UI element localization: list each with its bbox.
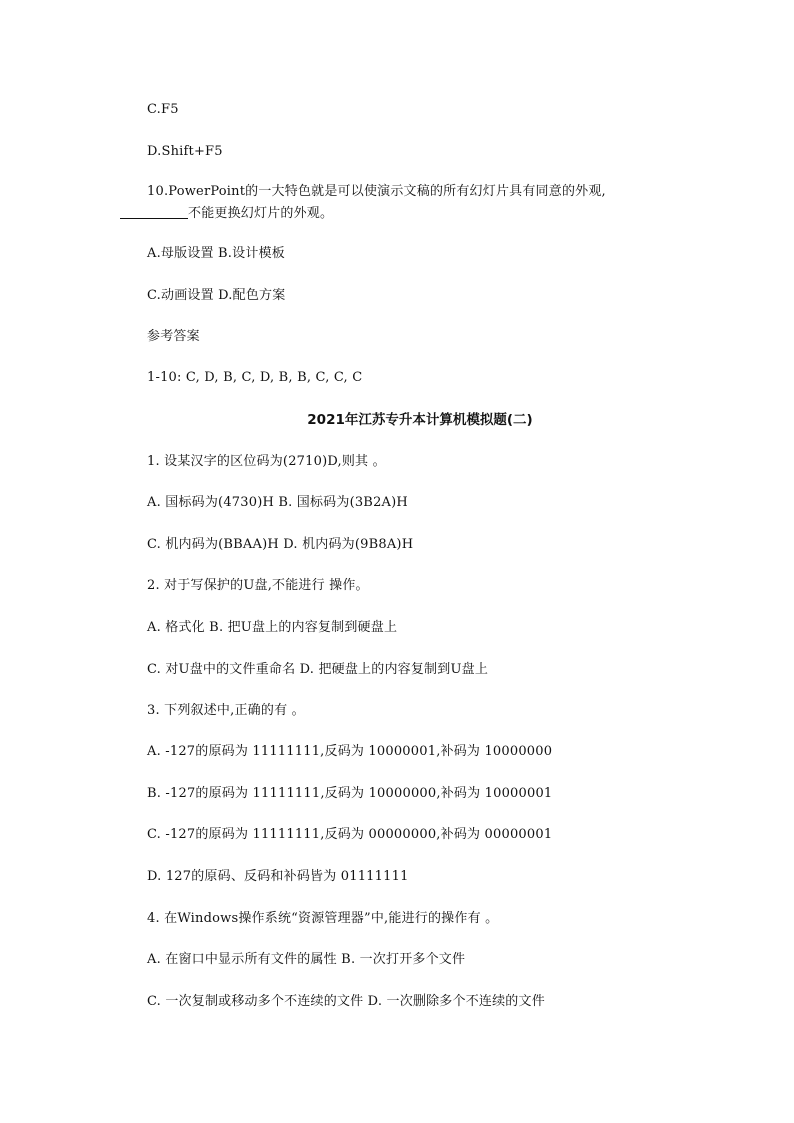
answer-key-heading: 参考答案 (147, 329, 200, 344)
question-4: 4. 在Windows操作系统“资源管理器”中,能进行的操作有 。 (147, 911, 499, 926)
question-1-options-cd: C. 机内码为(BBAA)H D. 机内码为(9B8A)H (147, 537, 414, 552)
question-3-option-c: C. -127的原码为 11111111,反码为 00000000,补码为 00000001 (147, 827, 553, 842)
question-10-continued-text: 不能更换幻灯片的外观。 (188, 206, 334, 221)
question-2-options-cd: C. 对U盘中的文件重命名 D. 把硬盘上的内容复制到U盘上 (147, 662, 489, 677)
answer-key-values: 1-10: C, D, B, C, D, B, B, C, C, C (147, 370, 363, 385)
section-title (0, 412, 794, 428)
answer-blank (120, 204, 188, 219)
question-10: 10.PowerPoint的一大特色就是可以使演示文稿的所有幻灯片具有同意的外观, (147, 184, 606, 199)
question-4-options-ab: A. 在窗口中显示所有文件的属性 B. 一次打开多个文件 (147, 952, 466, 967)
question-10-options-cd: C.动画设置 D.配色方案 (147, 288, 286, 303)
question-3-option-a: A. -127的原码为 11111111,反码为 10000001,补码为 10000000 (147, 744, 553, 759)
section-title-text: 2021年江苏专升本计算机模拟题(二) (307, 412, 533, 428)
question-2-options-ab: A. 格式化 B. 把U盘上的内容复制到硬盘上 (147, 620, 398, 635)
question-4-options-cd: C. 一次复制或移动多个不连续的文件 D. 一次删除多个不连续的文件 (147, 994, 545, 1009)
question-3-option-d: D. 127的原码、反码和补码皆为 01111111 (147, 869, 409, 884)
question-10-options-ab: A.母版设置 B.设计模板 (147, 246, 285, 261)
option-c-f5: C.F5 (147, 102, 179, 117)
question-3-option-b: B. -127的原码为 11111111,反码为 10000000,补码为 10000001 (147, 786, 553, 801)
question-2: 2. 对于写保护的U盘,不能进行 操作。 (147, 578, 369, 593)
question-1-options-ab: A. 国标码为(4730)H B. 国标码为(3B2A)H (147, 495, 408, 510)
question-1: 1. 设某汉字的区位码为(2710)D,则其 。 (147, 454, 386, 469)
option-d-shift-f5: D.Shift+F5 (147, 144, 223, 159)
question-3: 3. 下列叙述中,正确的有 。 (147, 703, 305, 718)
question-10-continued (120, 204, 333, 222)
